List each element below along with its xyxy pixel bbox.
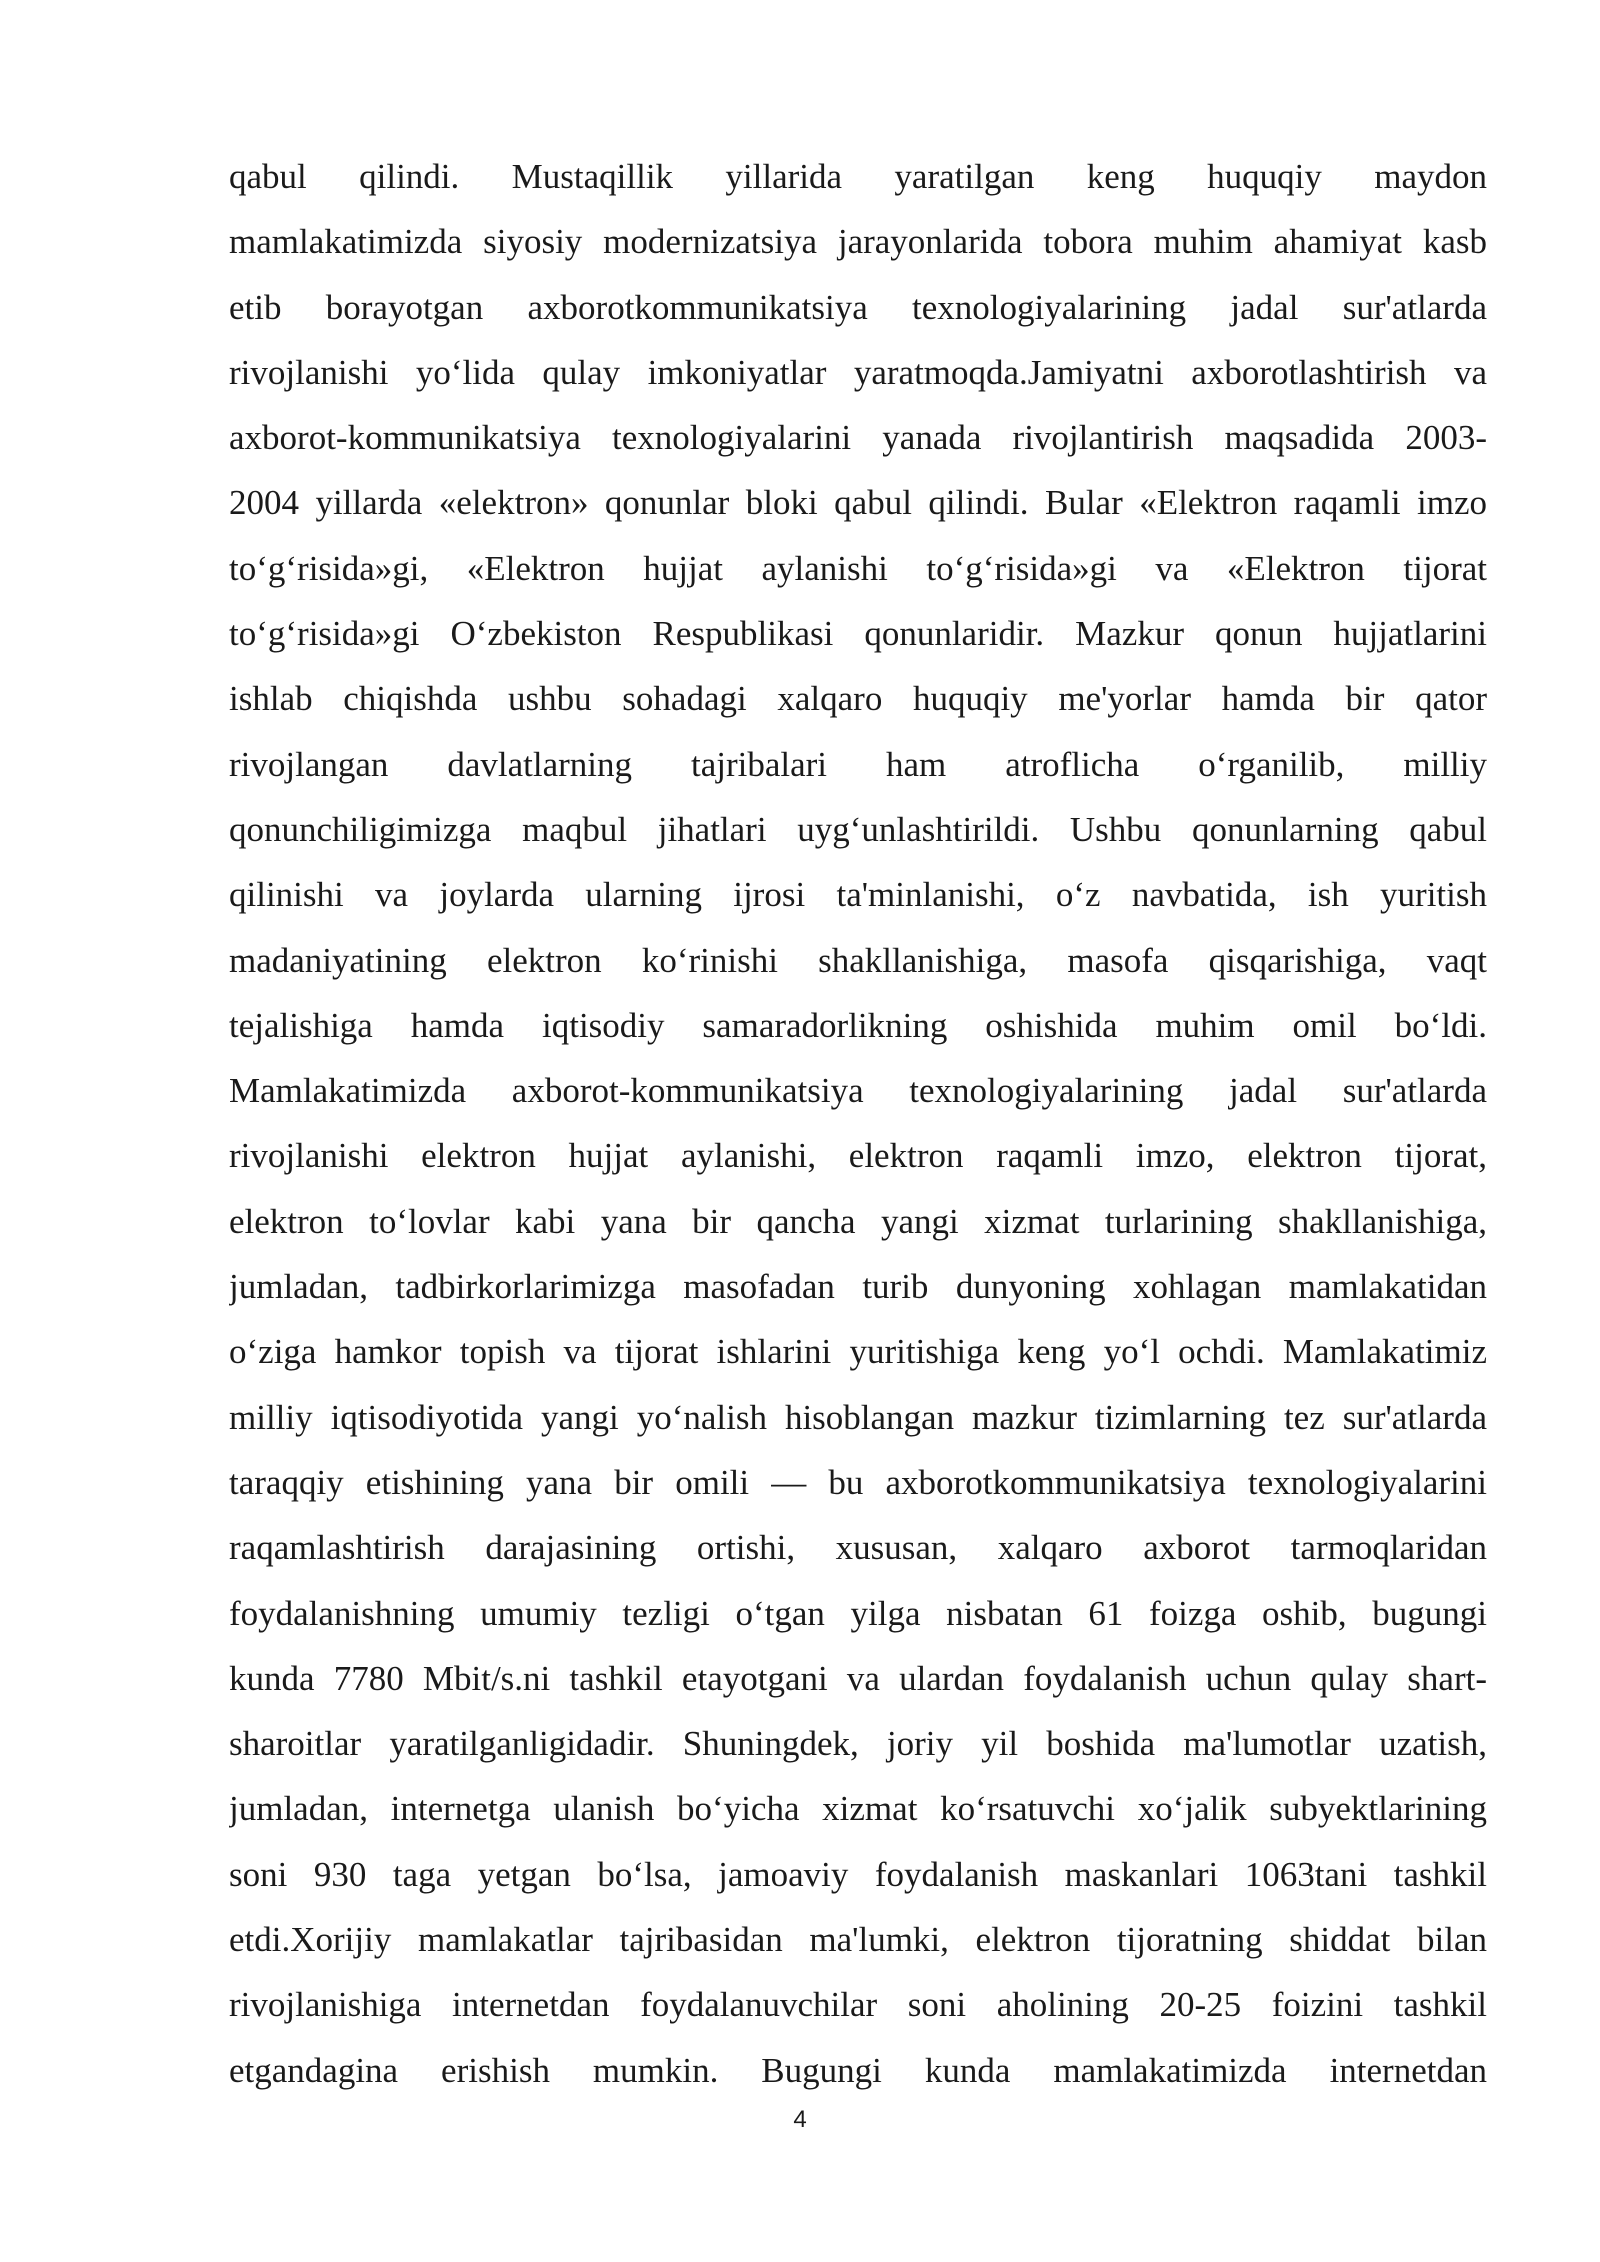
text-line: rivojlanishi yo‘lida qulay imkoniyatlar yaratmoqda.Jamiyatni axborotlashtirish va xyxy=(229,352,1487,392)
text-line: rivojlangan davlatlarning tajribalari ham atroflicha o‘rganilib, milliy xyxy=(229,744,1487,784)
text-line: rivojlanishi elektron hujjat aylanishi, elektron raqamli imzo, elektron tijorat, xyxy=(229,1136,1487,1176)
text-line: Mamlakatimizda axborot-kommunikatsiya texnologiyalarining jadal sur'atlarda xyxy=(229,1071,1487,1111)
text-line: jumladan, internetga ulanish bo‘yicha xizmat ko‘rsatuvchi xo‘jalik subyektlarining xyxy=(229,1789,1487,1829)
text-line: 2004 yillarda «elektron» qonunlar bloki qabul qilindi. Bular «Elektron raqamli imzo xyxy=(229,483,1487,523)
text-line: o‘ziga hamkor topish va tijorat ishlarini yuritishiga keng yo‘l ochdi. Mamlakatimiz xyxy=(229,1332,1487,1372)
text-line: taraqqiy etishining yana bir omili — bu axborotkommunikatsiya texnologiyalarini xyxy=(229,1462,1487,1502)
text-line: qonunchiligimizga maqbul jihatlari uyg‘unlashtirildi. Ushbu qonunlarning qabul xyxy=(229,809,1487,849)
text-line: soni 930 taga yetgan bo‘lsa, jamoaviy foydalanish maskanlari 1063tani tashkil xyxy=(229,1854,1487,1894)
text-line: ishlab chiqishda ushbu sohadagi xalqaro huquqiy me'yorlar hamda bir qator xyxy=(229,679,1487,719)
text-line: milliy iqtisodiyotida yangi yo‘nalish hisoblangan mazkur tizimlarning tez sur'atlarda xyxy=(229,1397,1487,1437)
text-line: qilinishi va joylarda ularning ijrosi ta'minlanishi, o‘z navbatida, ish yuritish xyxy=(229,875,1487,915)
text-line: etdi.Xorijiy mamlakatlar tajribasidan ma'lumki, elektron tijoratning shiddat bilan xyxy=(229,1920,1487,1960)
text-line: to‘g‘risida»gi, «Elektron hujjat aylanishi to‘g‘risida»gi va «Elektron tijorat xyxy=(229,548,1487,588)
text-line: rivojlanishiga internetdan foydalanuvchilar soni aholining 20-25 foizini tashkil xyxy=(229,1985,1487,2025)
text-line: kunda 7780 Mbit/s.ni tashkil etayotgani va ulardan foydalanish uchun qulay shart- xyxy=(229,1658,1487,1698)
text-line: qabul qilindi. Mustaqillik yillarida yaratilgan keng huquqiy maydon xyxy=(229,157,1487,196)
text-line: madaniyatining elektron ko‘rinishi shakllanishiga, masofa qisqarishiga, vaqt xyxy=(229,940,1487,980)
text-line: to‘g‘risida»gi O‘zbekiston Respublikasi qonunlaridir. Mazkur qonun hujjatlarini xyxy=(229,614,1487,654)
body-text xyxy=(229,144,1487,2103)
text-line: mamlakatimizda siyosiy modernizatsiya jarayonlarida tobora muhim ahamiyat kasb xyxy=(229,222,1487,262)
text-line: raqamlashtirish darajasining ortishi, xususan, xalqaro axborot tarmoqlaridan xyxy=(229,1528,1487,1568)
text-line: tejalishiga hamda iqtisodiy samaradorlikning oshishida muhim omil bo‘ldi. xyxy=(229,1005,1487,1045)
text-line: foydalanishning umumiy tezligi o‘tgan yilga nisbatan 61 foizga oshib, bugungi xyxy=(229,1593,1487,1633)
text-line: sharoitlar yaratilganligidadir. Shuningdek, joriy yil boshida ma'lumotlar uzatish, xyxy=(229,1724,1487,1764)
text-line: etgandagina erishish mumkin. Bugungi kunda mamlakatimizda internetdan xyxy=(229,2050,1487,2090)
page-number: 4 xyxy=(793,2106,807,2133)
text-line: etib borayotgan axborotkommunikatsiya texnologiyalarining jadal sur'atlarda xyxy=(229,287,1487,327)
text-line: axborot-kommunikatsiya texnologiyalarini yanada rivojlantirish maqsadida 2003- xyxy=(229,418,1487,458)
text-line: jumladan, tadbirkorlarimizga masofadan turib dunyoning xohlagan mamlakatidan xyxy=(229,1267,1487,1307)
text-line: elektron to‘lovlar kabi yana bir qancha yangi xizmat turlarining shakllanishiga, xyxy=(229,1201,1487,1241)
